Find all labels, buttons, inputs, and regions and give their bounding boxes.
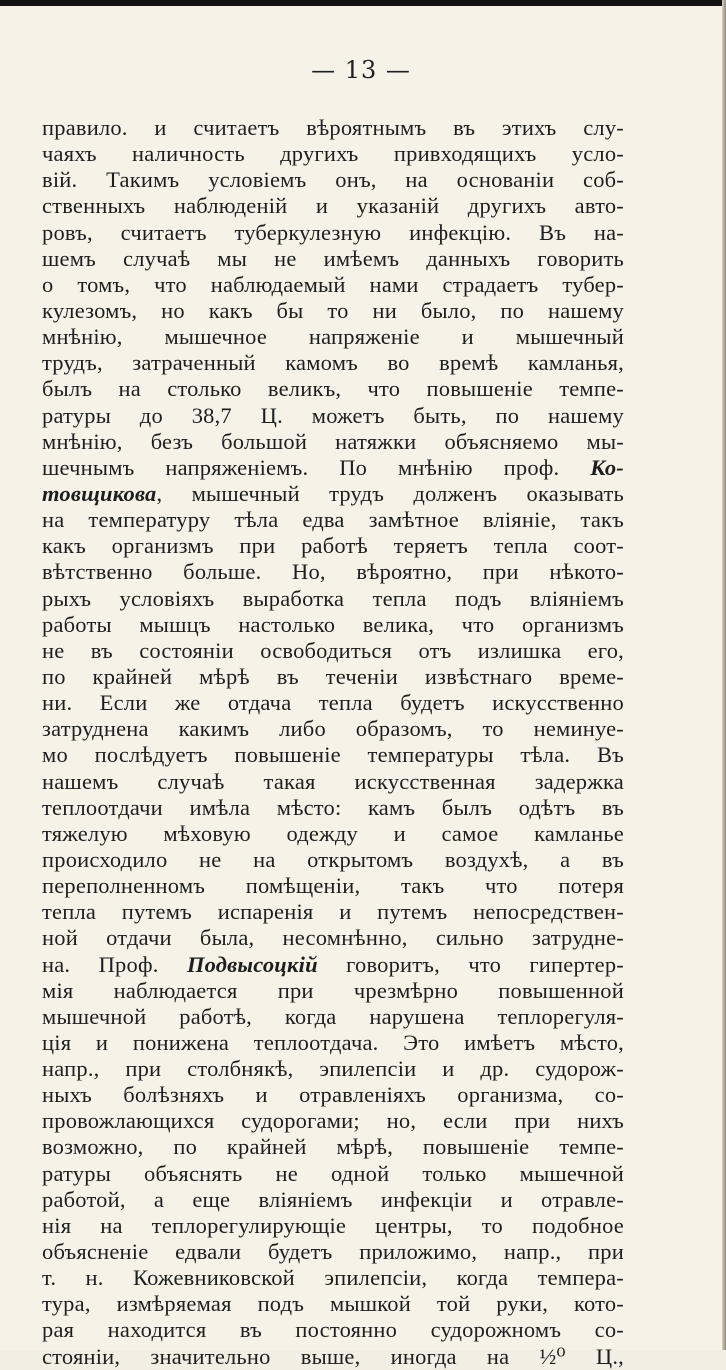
text-line (42, 1030, 624, 1056)
text-line (42, 742, 624, 768)
text-run: нія на теплорегулирующіе центры, то подобное (42, 1212, 624, 1238)
text-run: работы мышцъ настолько велика, что организмъ (42, 611, 624, 637)
text-run: мышечной работѣ, когда нарушена теплорегуля- (42, 1003, 624, 1029)
text-line (42, 115, 624, 141)
text-line (42, 716, 624, 742)
text-line (42, 1317, 624, 1343)
text-line (42, 403, 624, 429)
text-line (42, 769, 624, 795)
text-line (42, 873, 624, 899)
body-text (42, 115, 624, 1370)
text-run: рая находится въ постоянно судорожномъ со- (42, 1317, 624, 1343)
text-run: переполненномъ помѣщеніи, такъ что потеря (42, 873, 624, 899)
text-line (42, 612, 624, 638)
text-run: на температуру тѣла едва замѣтное вліяніе, такъ (42, 507, 624, 533)
text-run: ратуры до 38,7 Ц. можетъ быть, по нашему (42, 402, 624, 428)
text-run: не въ состояніи освободиться отъ излишка его, (42, 637, 624, 663)
text-run: ной отдачи была, несомнѣнно, сильно затрудне- (42, 925, 624, 951)
text-line (42, 1239, 624, 1265)
text-run: нашемъ случаѣ такая искусственная задержка (42, 768, 624, 794)
text-line (42, 533, 624, 559)
text-run: на. Проф. (42, 951, 187, 977)
text-line (42, 559, 624, 585)
text-line (42, 847, 624, 873)
text-run: тепла путемъ испаренія и путемъ непосредствен- (42, 899, 624, 925)
text-run: мія наблюдается при чрезмѣрно повышенной (42, 977, 624, 1003)
text-run: возможно, по крайней мѣрѣ, повышеніе темпе- (42, 1134, 624, 1160)
text-line (42, 1056, 624, 1082)
text-run: т. н. Кожевниковской эпилепсіи, когда темпера- (42, 1265, 624, 1291)
page-edge (722, 0, 726, 1350)
italic-name: Ко- (590, 454, 624, 480)
text-line (42, 220, 624, 246)
text-run: ственныхъ наблюденій и указаній другихъ авто- (42, 193, 624, 219)
text-line (42, 1265, 624, 1291)
text-run: ни. Если же отдача тепла будетъ искусственно (42, 690, 624, 716)
text-run: о томъ, что наблюдаемый нами страдаетъ тубер- (42, 271, 624, 297)
text-line (42, 1213, 624, 1239)
text-line (42, 925, 624, 951)
text-run: ровъ, считаетъ туберкулезную инфекцію. Въ на- (42, 219, 624, 245)
text-run: тяжелую мѣховую одежду и самое камланье (42, 820, 624, 846)
italic-name: товщикова (42, 480, 157, 506)
text-run: теплоотдачи имѣла мѣсто: камъ былъ одѣтъ въ (42, 794, 624, 820)
text-line (42, 298, 624, 324)
text-line (42, 1187, 624, 1213)
text-run: работой, а еще вліяніемъ инфекціи и отравле- (42, 1186, 624, 1212)
text-run: говоритъ, что гипертер- (317, 951, 624, 977)
text-line (42, 481, 624, 507)
text-run: ныхъ болѣзняхъ и отравленіяхъ организма, со- (42, 1082, 624, 1108)
text-line (42, 429, 624, 455)
italic-name: Подвысоцкій (186, 951, 318, 977)
text-line (42, 272, 624, 298)
text-run: трудъ, затраченный камомъ во времѣ камланья, (42, 350, 624, 376)
text-run: происходило не на открытомъ воздухѣ, а въ (42, 846, 624, 872)
text-run: напр., при столбнякѣ, эпилепсіи и др. судорож- (42, 1056, 624, 1082)
text-line (42, 507, 624, 533)
text-run: шемъ случаѣ мы не имѣемъ данныхъ говорить (42, 245, 624, 271)
text-line (42, 978, 624, 1004)
text-run: вій. Такимъ условіемъ онъ, на основаніи соб- (42, 167, 624, 193)
text-line (42, 1082, 624, 1108)
text-line (42, 167, 624, 193)
text-line (42, 1161, 624, 1187)
text-line (42, 821, 624, 847)
text-run: затруднена какимъ либо образомъ, то неминуе- (42, 716, 624, 742)
text-line (42, 1291, 624, 1317)
text-run: шечнымъ напряженіемъ. По мнѣнію проф. (42, 454, 591, 480)
text-run: ратуры объяснять не одной только мышечной (42, 1160, 624, 1186)
text-run: стояніи, значительно выше, иногда на ½⁰ Ц., (42, 1343, 624, 1369)
text-line (42, 1108, 624, 1134)
text-line (42, 246, 624, 272)
text-line (42, 1134, 624, 1160)
text-line (42, 586, 624, 612)
text-line (42, 1004, 624, 1030)
text-line (42, 324, 624, 350)
book-page (0, 6, 722, 1369)
text-line (42, 350, 624, 376)
text-line (42, 664, 624, 690)
text-line (42, 638, 624, 664)
text-run: ція и понижена теплоотдача. Это имѣетъ мѣсто, (42, 1029, 624, 1055)
text-run: рыхъ условіяхъ выработка тепла подъ вліяніемъ (42, 585, 624, 611)
text-line (42, 899, 624, 925)
text-line (42, 952, 624, 978)
text-line (42, 795, 624, 821)
text-run: чаяхъ наличность другихъ привходящихъ усло- (42, 141, 624, 167)
text-run: какъ организмъ при работѣ теряетъ тепла соот- (42, 533, 624, 559)
text-run: провожлающихся судорогами; но, если при нихъ (42, 1108, 624, 1134)
text-line (42, 1344, 624, 1370)
text-run: вѣтственно больше. Но, вѣроятно, при нѣкото- (42, 559, 624, 585)
page-number: — 13 — (311, 56, 411, 84)
text-run: тура, измѣряемая подъ мышкой той руки, кото- (42, 1291, 624, 1317)
text-run: правило. и считаетъ вѣроятнымъ въ этихъ слу- (42, 115, 624, 140)
text-run: былъ на столько великъ, что повышеніе темпе- (42, 376, 624, 402)
text-run: кулезомъ, но какъ бы то ни было, по нашему (42, 297, 624, 323)
text-run: объясненіе едвали будетъ приложимо, напр., при (42, 1239, 624, 1265)
text-run: мо послѣдуетъ повышеніе температуры тѣла. Въ (42, 742, 624, 768)
text-run: мнѣнію, мышечное напряженіе и мышечный (42, 324, 624, 350)
text-line (42, 455, 624, 481)
text-run: , мышечный трудъ долженъ оказывать (156, 480, 624, 506)
text-line (42, 690, 624, 716)
text-run: по крайней мѣрѣ въ теченіи извѣстнаго време- (42, 663, 624, 689)
text-line (42, 376, 624, 402)
text-line (42, 141, 624, 167)
text-line (42, 193, 624, 219)
text-run: мнѣнію, безъ большой натяжки объясняемо мы- (42, 428, 624, 454)
